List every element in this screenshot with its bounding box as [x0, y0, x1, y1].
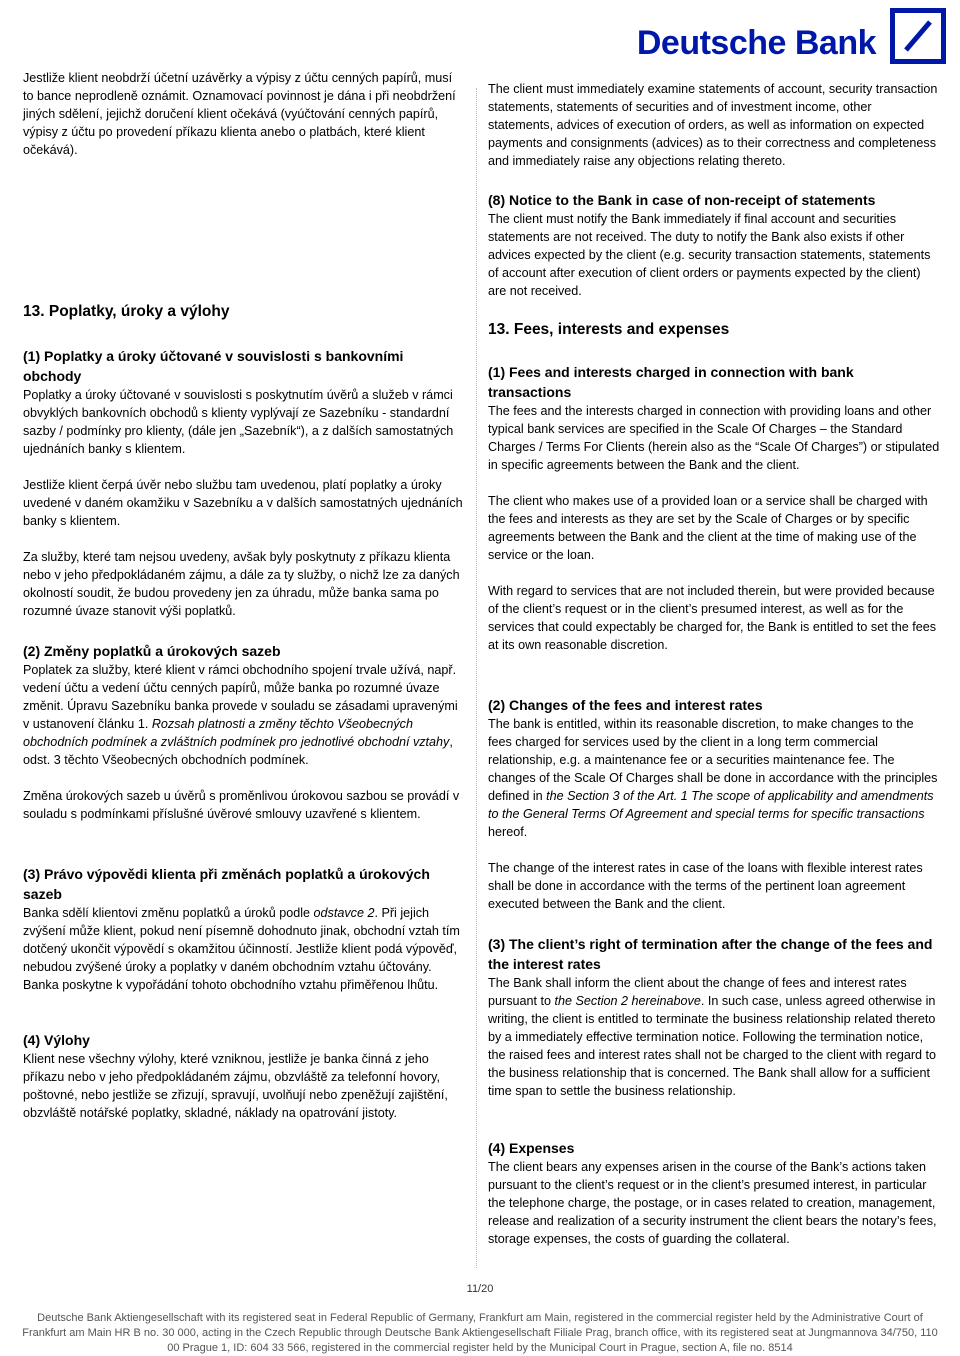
- deutsche-bank-logo: [637, 4, 946, 68]
- subsection-heading: (3) Právo výpovědi klienta při změnách poplatků a úrokových sazeb: [23, 866, 430, 902]
- paragraph: The bank is entitled, within its reasonable discretion, to make changes to the fees charged for services used by the client in a long term commercial relationship, e.g. a maintenance fee or a securities maintenance fee. The changes of the Scale Of Charges shall be done in accordance with the principles defined in the Section 3 of the Art. 1 The scope of applicability and amendments to the General Terms Of Agreement and special terms for specific transactions hereof.: [488, 717, 938, 839]
- subsection-heading: (8) Notice to the Bank in case of non-receipt of statements: [488, 192, 876, 208]
- paragraph: Klient nese všechny výlohy, které vzniknou, jestliže je banka činná z jeho příkazu nebo v jeho předpokládaném zájmu, obzvláště za telefonní hovory, poštovné, nebo jestliže se zřizují, spravují, uvolňují nebo zpeněžují zajištění, obzvláště notářské poplatky, skladné, náklady na opatrování jistoty.: [23, 1052, 448, 1120]
- paragraph: Změna úrokových sazeb u úvěrů s proměnlivou úrokovou sazbou se provádí v souladu s podmínkami příslušné úvěrové smlouvy uzavřené s klientem.: [23, 789, 460, 821]
- paragraph: Za služby, které tam nejsou uvedeny, avšak byly poskytnuty z příkazu klienta nebo v jeho předpokládaném zájmu, a dále za ty služby, o nichž lze za daných okolností soudit, že budou provedeny jen za úhradu, může banka sama po rozumné úvaze stanovit výši poplatků.: [23, 550, 460, 618]
- right-section-13: [488, 320, 940, 340]
- right-subsection-2: [488, 695, 940, 913]
- right-subsection-4: [488, 1138, 940, 1248]
- paragraph: The client must notify the Bank immediately if final account and securities statements are not received. The duty to notify the Bank also exists if other advices expected by the client (e.g. security transaction statements, statements of account after execution of client orders or payments expected by the client) are not received.: [488, 212, 931, 298]
- right-subsection-8: [488, 190, 940, 300]
- paragraph: The change of the interest rates in case of the loans with flexible interest rates shall be done in accordance with the terms of the pertinent loan agreement executed between the Bank and the client.: [488, 861, 923, 911]
- paragraph: Jestliže klient čerpá úvěr nebo službu tam uvedenou, platí poplatky a úroky uvedené v daném okamžiku v Sazebníku a v dalších samostatných ujednáních banky s klientem.: [23, 478, 463, 528]
- left-subsection-3: [23, 864, 463, 994]
- paragraph: Banka sdělí klientovi změnu poplatků a úroků podle odstavce 2. Při jejich zvýšení může klient, pokud není písemně dohodnuto jinak, obchodní vztah tím dotčený ukončit výpovědí s okamžitou účinností. Jestliže klient podá výpověď, nebudou zvýšené úroky a poplatky v daném obchodním vztahu účtovány. Banka poskytne k vypořádání tohoto obchodního vztahu přiměřenou lhůtu.: [23, 906, 460, 992]
- paragraph: The Bank shall inform the client about the change of fees and interest rates pursuant to the Section 2 hereinabove. In such case, unless agreed otherwise in writing, the client is entitled to terminate the business relationship related thereto by a immediately effective termination notice. Following the termination notice, the raised fees and interest rates shall not be charged to the client with regard to the business relationship that is concerned. The Bank shall allow for a sufficient time span to settle the business relationship.: [488, 976, 937, 1098]
- subsection-heading: (4) Expenses: [488, 1140, 575, 1156]
- subsection-heading: (4) Výlohy: [23, 1032, 90, 1048]
- legal-footer: Deutsche Bank Aktiengesellschaft with its registered seat in Federal Republic of Germany, Frankfurt am Main, registered in the commercial register held by the Administrative Court of Frankfurt am Main HR B no. 30 000, acting in the Czech Republic through Deutsche Bank Aktiengesellschaft Filiale Prag, branch office, with its registered seat at Jungmannova 34/750, 110 00 Prague 1, ID: 604 33 566, registered in the commercial register held by the Municipal Court in Prague, section A, file no. 8514: [22, 1312, 938, 1354]
- subsection-heading: (3) The client’s right of termination after the change of the fees and the interest rates: [488, 936, 933, 972]
- paragraph: The client who makes use of a provided loan or a service shall be charged with the fees and interests as they are set by the Scale of Charges or by specific agreements between the Bank and the client at the time of making use of the service or the loan.: [488, 494, 928, 562]
- right-subsection-1: [488, 362, 940, 654]
- section-title: 13. Fees, interests and expenses: [488, 321, 730, 338]
- left-section-13: [23, 302, 463, 322]
- subsection-heading: (2) Changes of the fees and interest rates: [488, 697, 763, 713]
- left-subsection-4: [23, 1030, 463, 1122]
- logo-text: Deutsche Bank: [636, 23, 876, 62]
- left-intro: Jestliže klient neobdrží účetní uzávěrky a výpisy z účtu cenných papírů, musí to bance neprodleně oznámit. Oznamovací povinnost je dána i při neobdržení jiných sdělení, jejichž doručení klient očekává (vyúčtování cenných papírů, výpisy z účtu po provedení příkazu klienta anebo o platbách, které klient očekává).: [23, 71, 456, 157]
- paragraph: The fees and the interests charged in connection with providing loans and other typical bank services are specified in the Scale Of Charges – the Standard Charges / Terms For Clients (herein also as the “Scale Of Charges”) or stipulated in specific agreements between the Bank and the client.: [488, 404, 940, 472]
- paragraph: With regard to services that are not included therein, but were provided because of the client’s request or in the client’s presumed interest, as well as for the services that could expectably be charged for, the Bank is entitled to set the fees at its own reasonable discretion.: [488, 584, 937, 652]
- left-subsection-2: [23, 641, 463, 823]
- subsection-heading: (2) Změny poplatků a úrokových sazeb: [23, 643, 281, 659]
- paragraph: Poplatky a úroky účtované v souvislosti s poskytnutím úvěrů a služeb v rámci obvyklých bankovních obchodů s klienty vyplývají ze Sazebníku - standardní sazby / podmínky pro klienty, (dále jen „Sazebník“), a z dalších samostatných ujednáních banky s klientem.: [23, 388, 454, 456]
- left-subsection-1: [23, 346, 463, 620]
- logo-slash-icon: [890, 8, 946, 64]
- column-divider: [476, 88, 477, 1268]
- right-subsection-3: [488, 934, 940, 1100]
- paragraph: The client bears any expenses arisen in the course of the Bank’s actions taken pursuant to the client’s request or in the client’s presumed interest, in particular the telephone charge, the postage, or in cases related to creation, management, release and realization of a security instrument the client bears the notary’s fees, storage expenses, the costs of guarding the collateral.: [488, 1160, 937, 1246]
- page-number: 11/20: [466, 1283, 494, 1295]
- paragraph: Poplatek za služby, které klient v rámci obchodního spojení trvale užívá, např. vedení účtu a vedení účtu cenných papírů, může banka po rozumné úvaze změnit. Úpravu Sazebníku banka provede v souladu se zásadami upravenými v ustanovení článku 1. Rozsah platnosti a změny těchto Všeobecných obchodních podmínek a zvláštních podmínek pro jednotlivé obchodní vztahy, odst. 3 těchto Všeobecných obchodních podmínek.: [23, 663, 458, 767]
- subsection-heading: (1) Poplatky a úroky účtované v souvislosti s bankovními obchody: [23, 348, 404, 384]
- subsection-heading: (1) Fees and interests charged in connection with bank transactions: [488, 364, 854, 400]
- right-intro: The client must immediately examine statements of account, security transaction statements, statements of securities and of investment income, other statements, advices of execution of orders, as well as information on expected payments and consignments (advices) as to their correctness and completeness and immediately raise any objections relating thereto.: [488, 82, 938, 168]
- section-title: 13. Poplatky, úroky a výlohy: [23, 303, 230, 320]
